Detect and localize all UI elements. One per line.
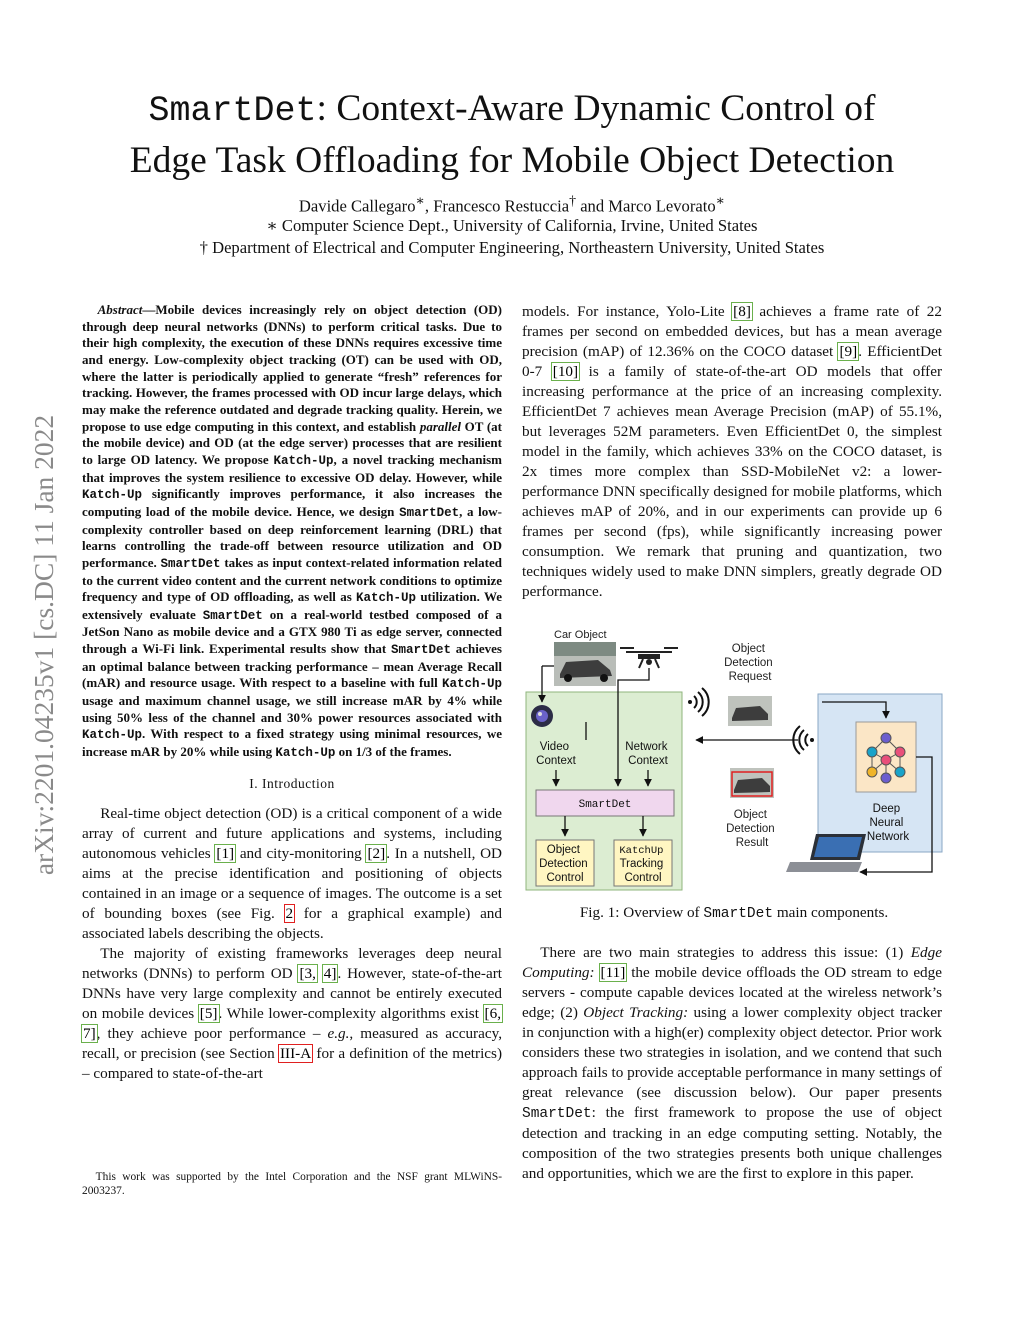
caption-text: Fig. 1: Overview of bbox=[579, 904, 704, 921]
car-image bbox=[554, 642, 616, 686]
citation-link[interactable]: [1] bbox=[216, 844, 235, 862]
odres-line: Result bbox=[735, 837, 769, 849]
body-text: and city-monitoring bbox=[235, 844, 367, 862]
body-text: , measured as accuracy, recall, or precision (see Section bbox=[82, 1024, 502, 1062]
title-line2: Edge Task Offloading for Mobile Object Detection bbox=[129, 140, 895, 181]
citation-link[interactable]: [11] bbox=[600, 964, 626, 981]
citation-link[interactable]: [8] bbox=[733, 303, 751, 320]
citation-link[interactable]: [2] bbox=[367, 844, 386, 862]
body-text: e.g. bbox=[327, 1024, 350, 1042]
body-text: Edge Computing: bbox=[522, 944, 942, 981]
odc-line: Detection bbox=[539, 858, 588, 870]
intro-paragraph-2 bbox=[82, 944, 502, 1084]
abstract-label: Abstract bbox=[97, 302, 143, 317]
smartdet-name: SmartDet bbox=[522, 1106, 592, 1122]
footnote-text: This work was supported by the Intel Corporation and the NSF grant MLWiNS-2003237. bbox=[82, 1171, 502, 1197]
body-text: The majority of existing frameworks leverages deep neural networks (DNNs) to perform OD bbox=[82, 944, 502, 982]
footnote bbox=[82, 1170, 502, 1198]
object-detection-control-label bbox=[539, 844, 591, 884]
wireless-icon bbox=[688, 688, 709, 716]
dnn-line: Network bbox=[866, 831, 910, 843]
abstract-text: parallel bbox=[419, 418, 461, 434]
authors bbox=[40, 193, 984, 217]
body-text: . EfficientDet 0-7 bbox=[522, 343, 942, 380]
body-text: . In a nutshell, OD aims at the precise identification and positioning of objects contained in an image or a sequence of images. The outcome is a set of bounding boxes (see Fig. bbox=[82, 844, 503, 922]
citation-link[interactable]: [6, bbox=[484, 1004, 501, 1022]
smartdet-box-label: SmartDet bbox=[578, 799, 632, 811]
smartdet-name: SmartDet bbox=[399, 505, 460, 520]
right-column-bottom bbox=[522, 943, 942, 1184]
video-context-line: Context bbox=[536, 755, 576, 767]
car-object-label: Car Object bbox=[554, 629, 607, 641]
dnn-line: Neural bbox=[869, 817, 904, 829]
body-text: . However, state-of-the-art DNNs have very large complexity and cannot be entirely executed on mobile devices bbox=[82, 964, 502, 1022]
odres-line: Detection bbox=[726, 823, 775, 835]
katchup-name: Katch-Up bbox=[273, 453, 334, 468]
author-callegaro: Davide Callegaro bbox=[298, 196, 416, 216]
abstract-text: OT (at the mobile device) and OD (at the edge server) processes that are resilient to large OD latency. We propose bbox=[82, 418, 502, 467]
body-text: for a definition of the metrics) – compared to state-of-the-art bbox=[82, 1044, 503, 1082]
section-heading-introduction: I. Introduction bbox=[249, 775, 335, 791]
body-text: using a lower complexity object tracker in conjunction with a high(er) complexity object detector. Prior work considers these two strategies in isolation, and we contend that such approach fails to provide acceptable performance in many settings of great relevance (see discussion below). Our paper presents bbox=[522, 1004, 943, 1101]
abstract bbox=[82, 302, 502, 762]
od-result-label bbox=[726, 809, 778, 849]
camera-icon bbox=[531, 705, 553, 727]
ktc-line: Control bbox=[624, 872, 662, 884]
katchup-name: Katch-Up bbox=[82, 728, 143, 743]
caption-mono: SmartDet bbox=[703, 906, 774, 922]
abstract-text: , a low-complexity controller based on deep reinforcement learning (DRL) that learns controlling the trade-off between resource utilization and OD performance. bbox=[82, 503, 502, 570]
abstract-text: utilization. We extensively evaluate bbox=[82, 589, 502, 622]
odc-line: Object bbox=[546, 844, 581, 856]
figure-1-caption bbox=[522, 904, 946, 922]
citation-link[interactable]: 4] bbox=[323, 964, 337, 982]
abstract-text: significantly improves performance, it also increases the computing load of the mobile device. Hence, we design bbox=[82, 486, 502, 519]
abstract-text: takes as input context-related information related to the current video content and the current network conditions to optimize frequency and type of OD offloading, as well as bbox=[82, 554, 503, 605]
request-car-image bbox=[728, 696, 772, 726]
intro-paragraph-1 bbox=[82, 804, 502, 944]
odc-line: Control bbox=[546, 872, 584, 884]
abstract-text: on 1/3 of the frames. bbox=[335, 744, 452, 760]
abstract-text: on a real-world testbed composed of a JetSon Nano as mobile device and a GTX 980 Ti as edge server, connected through a Wi-Fi link. Experimental results show that bbox=[82, 606, 502, 657]
drone-icon bbox=[620, 648, 678, 668]
figure-link[interactable]: 2 bbox=[285, 904, 294, 922]
paper-title bbox=[40, 84, 984, 185]
body-text: models. For instance, Yolo-Lite bbox=[522, 303, 733, 320]
body-text: . While lower-complexity algorithms exist bbox=[218, 1004, 484, 1022]
title-line1: : Context-Aware Dynamic Control of bbox=[316, 88, 876, 129]
arxiv-sidebar bbox=[24, 350, 64, 940]
result-car-image bbox=[730, 768, 774, 798]
affiliation-1: ∗ Computer Science Dept., University of California, Irvine, United States bbox=[266, 216, 758, 235]
abstract-text: —Mobile devices increasingly rely on object detection (OD) through deep neural networks (DNNs) to perform critical tasks. Due to their high complexity, the execution of these DNNs requires excessive time and energy. Low-complexity object tracking (OT) can be used with OD, where the latter is periodically applied to generate “fresh” references for tracking. However, the frames processed with OD incur large delays, which may make the reference outdated and degrade tracking quality. Herein, we propose to use edge computing in this context, and establish bbox=[82, 302, 502, 434]
odres-line: Object bbox=[733, 809, 768, 821]
citation-link[interactable]: 7] bbox=[83, 1024, 96, 1042]
smartdet-name: SmartDet bbox=[202, 608, 263, 623]
body-text: for a graphical example) and associated labels describing the objects. bbox=[82, 904, 502, 942]
body-text: is a family of state-of-the-art OD models that offer increasing performance at the price of an increasing complexity. EfficientDet 7 achieves mean Average Precision (mAP) of 55.1%, but leverages 52M parameters. Even EfficientDet 0, the simplest model in the family, which achieves 33% on the COCO dataset, is 2x times more complex than SSD-MobileNet v2: a lower-performance DNN specifically designed for mobile platforms, which achieves mAP of 20%, and in our experiments can provide up 6 frames per second (fps), while significantly increasing power consumption. We remark that pruning and quantization, two techniques widely used to make DNN simplers, greatly degrade OD performance. bbox=[522, 363, 942, 600]
body-text: There are two main strategies to address this issue: (1) bbox=[540, 944, 911, 961]
ktc-line: KatchUp bbox=[619, 845, 664, 857]
abstract-text: usage and maximum channel usage, we still increase mAR by 4% while using 50% less of the channel and 30% power resources associated with bbox=[82, 693, 502, 725]
left-column bbox=[82, 302, 502, 1084]
citation-link[interactable]: [3, bbox=[299, 964, 316, 982]
dnn-label bbox=[867, 803, 909, 843]
abstract-text: . With respect to a fixed strategy using minimal resources, we increase mAR by 20% while using bbox=[82, 726, 502, 760]
title-system-name: SmartDet bbox=[148, 91, 317, 131]
citation-link[interactable]: [9] bbox=[839, 343, 858, 360]
body-text: , they achieve poor performance – bbox=[96, 1024, 328, 1042]
network-context-line: Context bbox=[628, 755, 668, 767]
body-text: Object Tracking: bbox=[583, 1004, 689, 1021]
section-link[interactable]: III-A bbox=[279, 1044, 312, 1062]
arxiv-id: arXiv:2201.04235v1 [cs.DC] 11 Jan 2022 bbox=[28, 414, 59, 876]
right-column bbox=[522, 302, 942, 602]
abstract-text: , a novel tracking mechanism that improves the system resilience to excessive OD delay. However, while bbox=[82, 451, 502, 485]
network-context-line: Network bbox=[625, 741, 668, 753]
author-restuccia: , Francesco Restuccia bbox=[424, 196, 570, 216]
body-text: achieves a frame rate of 22 frames per second on embedded devices, but has a mean average precision (mAP) of 12.36% on the COCO dataset bbox=[522, 303, 942, 360]
right-paragraph-2 bbox=[522, 943, 942, 1184]
author-mark: ∗ bbox=[415, 193, 425, 208]
ktc-line: Tracking bbox=[619, 858, 664, 870]
katchup-name: Katch-Up bbox=[275, 746, 336, 761]
affiliation-2: † Department of Electrical and Computer Engineering, Northeastern University, United States bbox=[199, 238, 825, 257]
citation-link[interactable]: [5] bbox=[199, 1004, 218, 1022]
odreq-line: Object bbox=[731, 643, 766, 655]
smartdet-name: SmartDet bbox=[160, 556, 221, 571]
katchup-name: Katch-Up bbox=[356, 591, 417, 606]
katchup-name: Katch-Up bbox=[441, 677, 502, 692]
odreq-line: Detection bbox=[724, 657, 773, 669]
body-text: : the first framework to propose the use of object detection and tracking in an edge computing setting. Notably, the composition of the two strategies presents both unique challenges and opportunities, which we are the first to explore in this paper. bbox=[522, 1104, 942, 1182]
figure-1-diagram bbox=[522, 622, 946, 902]
citation-link[interactable]: [10] bbox=[552, 363, 579, 380]
odreq-line: Request bbox=[728, 671, 772, 683]
katchup-tracking-control-label bbox=[619, 844, 666, 884]
caption-text: main components. bbox=[773, 904, 889, 921]
dnn-line: Deep bbox=[872, 803, 901, 815]
od-request-label bbox=[724, 643, 776, 683]
smartdet-name: SmartDet bbox=[391, 643, 452, 658]
laptop-icon bbox=[786, 834, 866, 872]
body-text: Real-time object detection (OD) is a critical component of a wide array of current and future applications and systems, including autonomous vehicles bbox=[82, 804, 502, 862]
abstract-text: achieves an optimal balance between tracking performance – mean Average Recall (mAR) and resource usage. With respect to a baseline with full bbox=[82, 641, 502, 691]
author-mark: ∗ bbox=[715, 193, 726, 208]
body-text: the mobile device offloads the OD stream to edge servers - compute capable devices located at the wireless network’s edge; (2) bbox=[522, 964, 942, 1021]
author-mark: † bbox=[569, 193, 577, 208]
right-paragraph-1 bbox=[522, 302, 942, 602]
katchup-name: Katch-Up bbox=[82, 488, 143, 503]
author-levorato: and Marco Levorato bbox=[576, 196, 716, 216]
video-context-line: Video bbox=[539, 741, 570, 753]
